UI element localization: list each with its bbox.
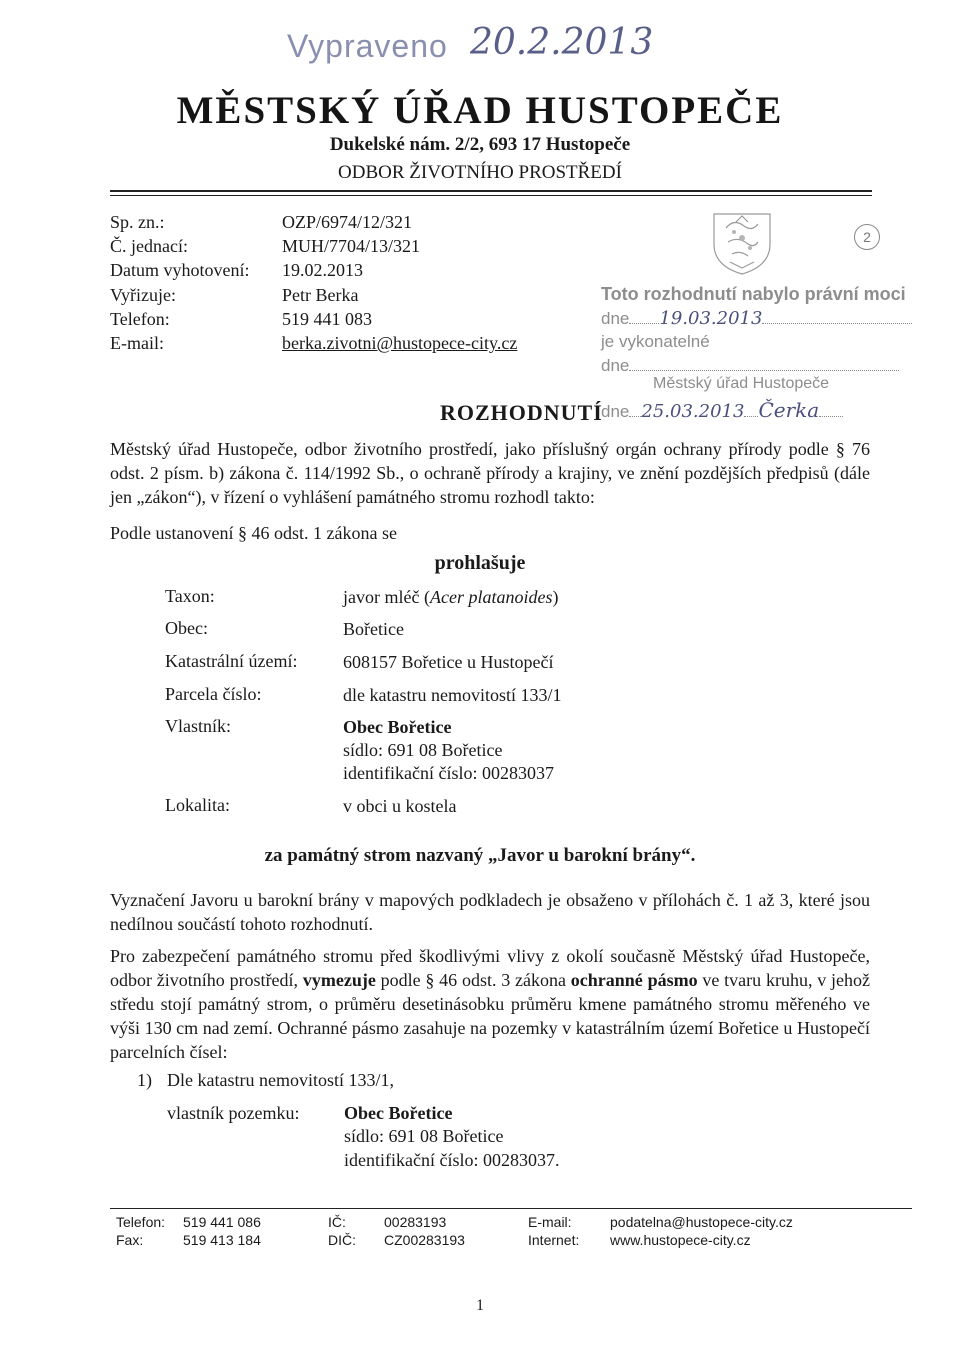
zone-bold-pasmo: ochranné pásmo	[570, 970, 698, 990]
footer-tel-label: Telefon:	[116, 1214, 166, 1230]
office-title: MĚSTSKÝ ÚŘAD HUSTOPEČE	[176, 89, 784, 132]
meta-value-handler: Petr Berka	[282, 285, 359, 305]
footer-web-link[interactable]: www.hustopece-city.cz	[610, 1232, 751, 1248]
location-value: v obci u kostela	[343, 796, 457, 816]
decision-basis: Podle ustanovení § 46 odst. 1 zákona se	[110, 523, 397, 543]
meta-email-link[interactable]: berka.zivotni@hustopece-city.cz	[282, 333, 518, 353]
validity-signature: Čerka	[758, 398, 820, 422]
footer-dic-value: CZ00283193	[384, 1232, 465, 1248]
validity-line3: je vykonatelné	[601, 332, 710, 351]
meta-value-phone: 519 441 083	[282, 309, 372, 329]
footer-ic-label: IČ:	[328, 1214, 346, 1230]
footer-fax-value: 519 413 184	[183, 1232, 261, 1248]
cadastral-value: 608157 Bořetice u Hustopečí	[343, 652, 554, 672]
taxon-value	[343, 586, 558, 609]
validity-line1: Toto rozhodnutí nabylo právní moci	[601, 284, 906, 304]
zone-text-3: ve tvaru kruhu, v jehož středu stojí památný strom, o průměru desetinásobku průměru kmene památného stromu měřeného ve výši 130 cm nad zemí. Ochranné pásmo zasahuje na pozemky v katastrálním území Bořetice u Hustopečí parcelních čísel:	[110, 970, 870, 1062]
parcel-label: Parcela číslo:	[165, 684, 262, 704]
meta-label-spzn: Sp. zn.:	[110, 212, 165, 232]
zone-text-1: Pro zabezpečení památného stromu před škodlivými vlivy z okolí současně Městský úřad Hustopeče, odbor životního prostředí,	[110, 946, 870, 990]
footer-web-label: Internet:	[528, 1232, 580, 1248]
meta-label-phone: Telefon:	[110, 309, 170, 329]
decision-intro: Městský úřad Hustopeče, odbor životního prostředí, jako příslušný orgán ochrany přírody podle § 76 odst. 2 písm. b) zákona č. 114/1992 Sb., o ochraně přírody a krajiny, ve znění pozdějších předpisů (dále jen „zákon“), v řízení o vyhlášení památného stromu rozhodl takto:	[110, 439, 870, 507]
validity-date-2: 25.03.2013	[641, 401, 745, 422]
taxon-latin-name: Acer platanoides	[429, 587, 553, 607]
meta-value-date: 19.02.2013	[282, 260, 363, 280]
location-label: Lokalita:	[165, 795, 230, 815]
taxon-label: Taxon:	[165, 586, 215, 606]
validity-line5	[601, 398, 843, 422]
declares-heading: prohlašuje	[434, 552, 526, 574]
footer-email-link[interactable]: podatelna@hustopece-city.cz	[610, 1214, 793, 1230]
owner-seat: sídlo: 691 08 Bořetice	[343, 740, 503, 760]
zone-text-2: podle § 46 odst. 3 zákona	[375, 970, 571, 990]
coat-of-arms-icon	[706, 208, 778, 278]
decision-title: ROZHODNUTÍ	[440, 400, 603, 425]
maps-paragraph: Vyznačení Javoru u barokní brány v mapových podkladech je obsaženo v přílohách č. 1 až 3, které jsou nedílnou součástí tohoto rozhodnutí.	[110, 890, 870, 934]
validity-date-1: 19.03.2013	[659, 308, 763, 329]
page-number: 1	[476, 1297, 484, 1314]
taxon-paren: )	[552, 587, 559, 607]
plot-owner-id: identifikační číslo: 00283037.	[344, 1150, 560, 1170]
validity-line2	[601, 308, 912, 329]
owner-id: identifikační číslo: 00283037	[343, 763, 554, 783]
validity-dne-label: dne	[601, 309, 630, 328]
obec-label: Obec:	[165, 618, 208, 638]
validity-office: Městský úřad Hustopeče	[653, 375, 830, 392]
cadastral-label: Katastrální území:	[165, 651, 298, 671]
owner-label: Vlastník:	[165, 716, 231, 736]
tree-designation: za památný strom nazvaný „Javor u barokní brány“.	[264, 845, 696, 866]
validity-dne-label-2: dne	[601, 356, 630, 375]
footer-email-label: E-mail:	[528, 1214, 572, 1230]
meta-label-email: E-mail:	[110, 333, 164, 353]
validity-line4	[601, 356, 899, 376]
meta-label-handler: Vyřizuje:	[110, 285, 176, 305]
plot-owner-seat: sídlo: 691 08 Bořetice	[344, 1126, 504, 1146]
sent-stamp-date: 20.2.2013	[470, 22, 654, 63]
footer-fax-label: Fax:	[116, 1232, 144, 1248]
stamp-number-badge: 2	[854, 224, 880, 250]
footer-tel-value: 519 441 086	[183, 1214, 261, 1230]
validity-dne-label-3: dne	[601, 402, 630, 421]
taxon-common-name: javor mléč (	[343, 587, 430, 607]
meta-label-date: Datum vyhotovení:	[110, 260, 250, 280]
owner-name: Obec Bořetice	[343, 717, 452, 737]
meta-label-cj: Č. jednací:	[110, 236, 188, 256]
meta-value-spzn: OZP/6974/12/321	[282, 212, 413, 232]
plot-owner-name: Obec Bořetice	[344, 1103, 453, 1123]
obec-value: Bořetice	[343, 619, 404, 639]
department-name: ODBOR ŽIVOTNÍHO PROSTŘEDÍ	[338, 162, 622, 183]
list-item-number: 1)	[137, 1070, 152, 1090]
footer-ic-value: 00283193	[384, 1214, 447, 1230]
footer-divider	[110, 1208, 912, 1209]
list-item-text: Dle katastru nemovitostí 133/1,	[167, 1070, 394, 1090]
header-divider	[110, 190, 872, 192]
footer-dic-label: DIČ:	[328, 1232, 356, 1248]
sent-stamp-label: Vypraveno	[287, 28, 448, 64]
meta-value-cj: MUH/7704/13/321	[282, 236, 421, 256]
office-address: Dukelské nám. 2/2, 693 17 Hustopeče	[329, 134, 631, 155]
header-divider-thin	[110, 195, 872, 196]
plot-owner-label: vlastník pozemku:	[167, 1103, 300, 1123]
zone-paragraph	[110, 944, 870, 1064]
zone-bold-vymezuje: vymezuje	[302, 970, 376, 990]
parcel-value: dle katastru nemovitostí 133/1	[343, 685, 562, 705]
